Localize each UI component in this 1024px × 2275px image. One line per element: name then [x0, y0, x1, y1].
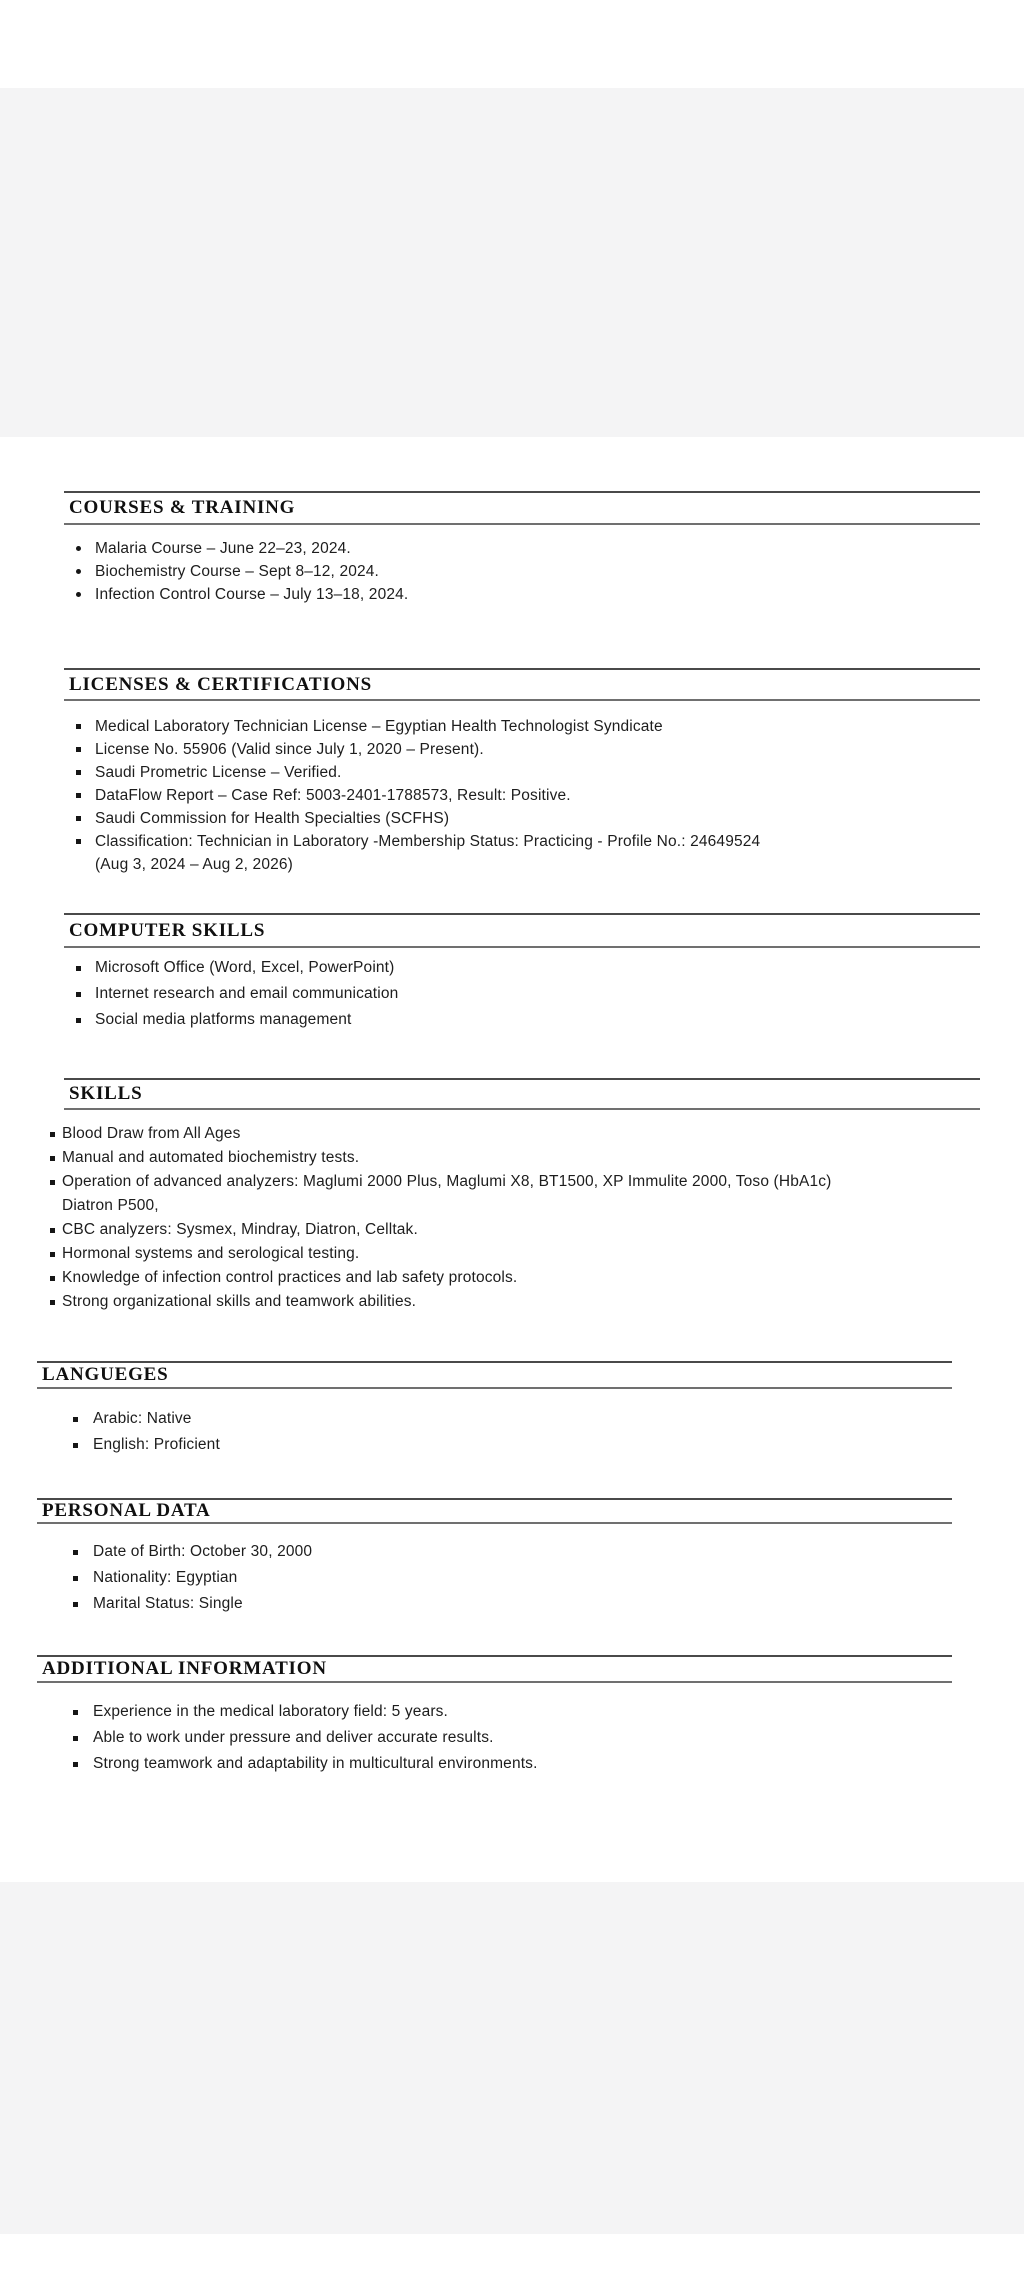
bullet-icon	[73, 1550, 78, 1555]
list-item	[73, 1751, 973, 1777]
list-item	[76, 761, 992, 784]
list-item	[50, 1146, 1010, 1170]
list-item-text: Operation of advanced analyzers: Maglumi 2000 Plus, Maglumi X8, BT1500, XP Immulite 2000, Toso (HbA1c)	[62, 1173, 832, 1190]
list-item	[73, 1406, 973, 1432]
bullet-icon	[76, 747, 81, 752]
list-item-text: Strong teamwork and adaptability in multicultural environments.	[93, 1755, 538, 1772]
list-item-text: English: Proficient	[93, 1436, 220, 1453]
page-gap-band-top	[0, 88, 1024, 437]
bullet-icon	[73, 1762, 78, 1767]
section-title: LANGUEGES	[42, 1364, 169, 1385]
bullet-icon	[50, 1228, 55, 1233]
list-item	[50, 1122, 1010, 1146]
bullet-icon	[73, 1443, 78, 1448]
personal-data-list	[37, 1539, 973, 1617]
list-item	[76, 738, 992, 761]
bullet-icon	[73, 1576, 78, 1581]
bullet-icon	[76, 966, 81, 971]
list-item	[76, 537, 992, 560]
section-title: COURSES & TRAINING	[69, 497, 296, 518]
page-gap-band-bottom	[0, 1882, 1024, 2234]
section-heading-licenses-certifications	[64, 668, 980, 701]
bullet-icon	[76, 839, 81, 844]
section-heading-courses-training	[64, 491, 980, 525]
list-item-text: Nationality: Egyptian	[93, 1569, 238, 1586]
list-item	[73, 1699, 973, 1725]
list-item-text: Infection Control Course – July 13–18, 2024.	[95, 585, 409, 603]
list-item-text: Blood Draw from All Ages	[62, 1125, 241, 1142]
bullet-icon	[50, 1300, 55, 1305]
section-heading-langueges	[37, 1361, 952, 1389]
list-item	[76, 1007, 992, 1033]
list-item	[73, 1591, 973, 1617]
list-item-text: Malaria Course – June 22–23, 2024.	[95, 539, 351, 557]
licenses-certifications-list	[64, 715, 992, 876]
list-item	[76, 560, 992, 583]
list-item-text: Manual and automated biochemistry tests.	[62, 1149, 360, 1166]
bullet-icon	[76, 1018, 81, 1023]
section-heading-computer-skills	[64, 913, 980, 948]
section-title: LICENSES & CERTIFICATIONS	[69, 673, 372, 695]
list-item-text: Saudi Commission for Health Specialties (SCFHS)	[95, 809, 450, 827]
list-item	[76, 715, 992, 738]
bullet-icon	[50, 1180, 55, 1185]
bullet-icon	[76, 992, 81, 997]
courses-training-list	[64, 537, 992, 606]
list-item	[73, 1432, 973, 1458]
list-item	[73, 1565, 973, 1591]
bullet-icon	[73, 1417, 78, 1422]
section-heading-personal-data	[37, 1498, 952, 1524]
list-item-text: Experience in the medical laboratory field: 5 years.	[93, 1703, 449, 1720]
list-item-text: Knowledge of infection control practices and lab safety protocols.	[62, 1269, 518, 1286]
list-item-text: Microsoft Office (Word, Excel, PowerPoint)	[95, 959, 395, 976]
list-item-text: Internet research and email communication	[95, 985, 399, 1002]
bullet-icon	[73, 1710, 78, 1715]
bullet-icon	[50, 1276, 55, 1281]
list-item-text: DataFlow Report – Case Ref: 5003-2401-1788573, Result: Positive.	[95, 786, 571, 804]
bullet-icon	[76, 770, 81, 775]
bullet-icon	[76, 546, 81, 551]
computer-skills-list	[64, 955, 992, 1033]
list-item-text: Diatron P500,	[62, 1197, 159, 1214]
list-item-text: (Aug 3, 2024 – Aug 2, 2026)	[95, 855, 293, 873]
list-item-text: Marital Status: Single	[93, 1595, 243, 1612]
list-item-text: Able to work under pressure and deliver accurate results.	[93, 1729, 494, 1746]
list-item-text: License No. 55906 (Valid since July 1, 2020 – Present).	[95, 740, 484, 758]
bullet-icon	[76, 592, 81, 597]
list-item	[50, 1242, 1010, 1266]
bullet-icon	[76, 724, 81, 729]
list-item-text: Medical Laboratory Technician License – Egyptian Health Technologist Syndicate	[95, 717, 663, 735]
list-item-text: Biochemistry Course – Sept 8–12, 2024.	[95, 562, 379, 580]
list-item-text: Date of Birth: October 30, 2000	[93, 1543, 313, 1560]
list-item	[76, 830, 992, 853]
list-item-text: Saudi Prometric License – Verified.	[95, 763, 342, 781]
list-item-text: CBC analyzers: Sysmex, Mindray, Diatron, Celltak.	[62, 1221, 418, 1238]
section-title: COMPUTER SKILLS	[69, 919, 266, 941]
bullet-icon	[50, 1252, 55, 1257]
bullet-icon	[50, 1132, 55, 1137]
bullet-icon	[76, 793, 81, 798]
list-item	[50, 1218, 1010, 1242]
additional-information-list	[37, 1699, 973, 1777]
list-item-continuation	[50, 1194, 1010, 1218]
bullet-icon	[76, 816, 81, 821]
skills-list	[44, 1122, 1010, 1314]
section-heading-additional-information	[37, 1655, 952, 1683]
list-item-continuation	[76, 853, 992, 876]
langueges-list	[37, 1406, 973, 1458]
list-item	[76, 807, 992, 830]
list-item	[76, 784, 992, 807]
list-item	[73, 1539, 973, 1565]
bullet-icon	[50, 1156, 55, 1161]
list-item-text: Arabic: Native	[93, 1410, 192, 1427]
list-item-text: Social media platforms management	[95, 1011, 352, 1028]
bullet-icon	[76, 569, 81, 574]
list-item	[76, 583, 992, 606]
section-title: ADDITIONAL INFORMATION	[42, 1658, 327, 1679]
list-item	[50, 1290, 1010, 1314]
bullet-icon	[73, 1602, 78, 1607]
list-item	[73, 1725, 973, 1751]
section-title: SKILLS	[69, 1083, 143, 1104]
section-heading-skills	[64, 1078, 980, 1110]
list-item-text: Hormonal systems and serological testing.	[62, 1245, 360, 1262]
section-title: PERSONAL DATA	[42, 1500, 211, 1521]
list-item	[76, 981, 992, 1007]
list-item-text: Strong organizational skills and teamwork abilities.	[62, 1293, 417, 1310]
list-item	[50, 1170, 1010, 1194]
list-item-text: Classification: Technician in Laboratory -Membership Status: Practicing - Profile No.: 24649524	[95, 832, 761, 850]
list-item	[76, 955, 992, 981]
list-item	[50, 1266, 1010, 1290]
bullet-icon	[73, 1736, 78, 1741]
